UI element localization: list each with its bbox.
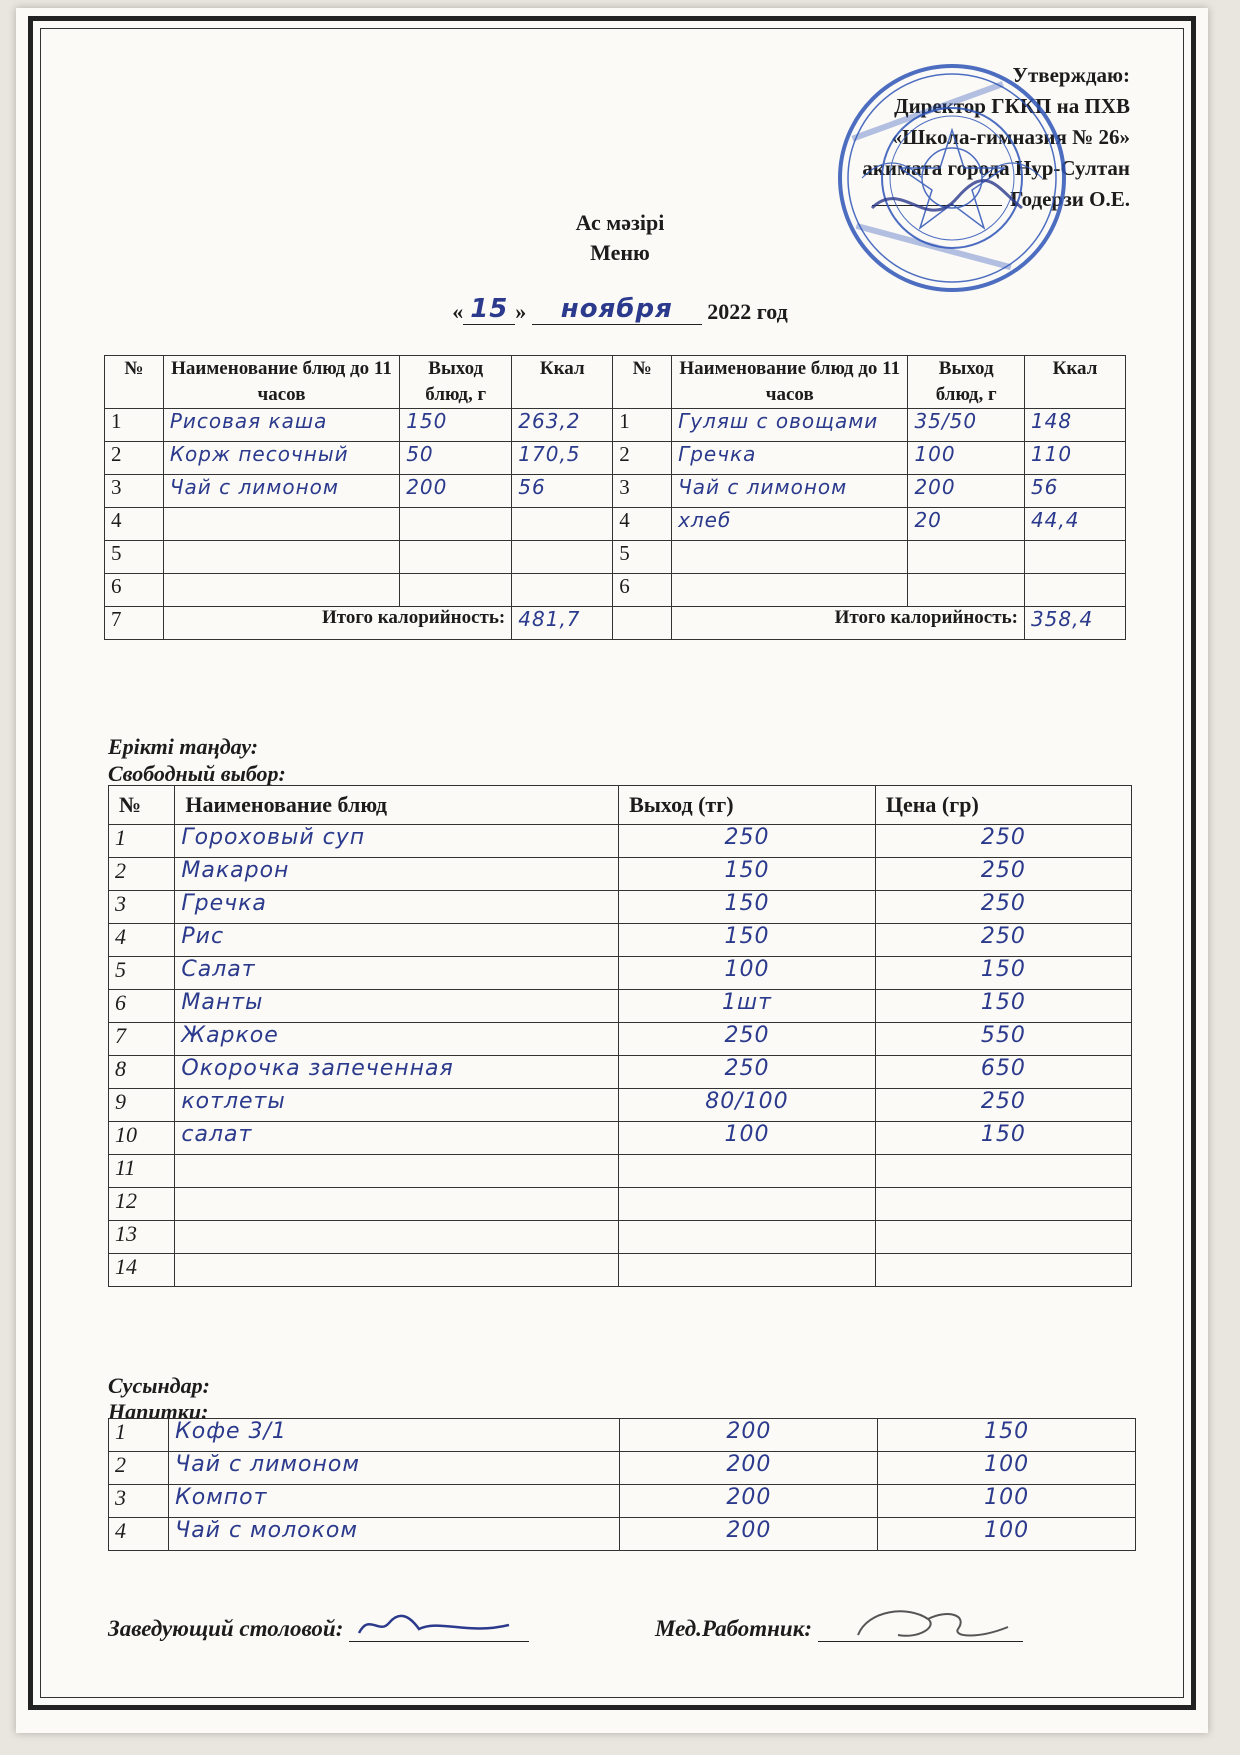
dish-yield: 250 <box>619 1056 876 1089</box>
col-num-2: № <box>613 356 672 409</box>
row-num: 10 <box>109 1122 175 1155</box>
dish-yield <box>619 1221 876 1254</box>
table-row <box>109 891 1132 924</box>
drinks-table <box>108 1418 1136 1551</box>
dish-name <box>175 1155 619 1188</box>
row-num: 12 <box>109 1188 175 1221</box>
row-num: 5 <box>109 957 175 990</box>
dish-name <box>163 541 399 574</box>
total-empty <box>613 607 672 640</box>
dish-yield: 1шт <box>619 990 876 1023</box>
dish-kcal: 148 <box>1024 409 1125 442</box>
row-num: 4 <box>105 508 164 541</box>
drink-name: Компот <box>169 1485 620 1518</box>
dish-name: Корж песочный <box>163 442 399 475</box>
col-num: № <box>105 356 164 409</box>
row-num: 1 <box>613 409 672 442</box>
drinks-label-kz: Сусындар: <box>108 1373 210 1398</box>
dish-yield: 250 <box>619 825 876 858</box>
row-num: 3 <box>109 1485 169 1518</box>
dish-yield <box>619 1188 876 1221</box>
dish-kcal <box>512 541 613 574</box>
dish-yield <box>619 1254 876 1287</box>
row-num: 6 <box>613 574 672 607</box>
dish-price: 150 <box>875 1122 1131 1155</box>
row-num: 3 <box>613 475 672 508</box>
table-row <box>105 475 1126 508</box>
table-row <box>109 1155 1132 1188</box>
row-num: 5 <box>105 541 164 574</box>
dish-yield: 250 <box>619 1023 876 1056</box>
col-kcal: Ккал <box>512 356 613 409</box>
col-price: Цена (гр) <box>875 786 1131 825</box>
dish-name <box>175 1254 619 1287</box>
col-num: № <box>109 786 175 825</box>
dish-name: хлеб <box>672 508 908 541</box>
dish-name: Гречка <box>175 891 619 924</box>
row-num: 2 <box>613 442 672 475</box>
medic-signature-field <box>655 1605 1023 1642</box>
dish-name: Окорочка запеченная <box>175 1056 619 1089</box>
dish-name: салат <box>175 1122 619 1155</box>
row-num: 1 <box>105 409 164 442</box>
dish-yield <box>400 574 512 607</box>
row-num: 1 <box>109 825 175 858</box>
row-num: 1 <box>109 1419 169 1452</box>
total-kcal-left: 481,7 <box>512 607 613 640</box>
dish-name: Гуляш с овощами <box>672 409 908 442</box>
approval-school: «Школа-гимназия № 26» <box>891 125 1130 149</box>
row-num: 8 <box>109 1056 175 1089</box>
table-row <box>109 1089 1132 1122</box>
medic-label: Мед.Работник: <box>655 1616 813 1641</box>
row-num: 13 <box>109 1221 175 1254</box>
row-num: 3 <box>109 891 175 924</box>
row-num: 4 <box>109 1518 169 1551</box>
table-row <box>105 409 1126 442</box>
col-yield: Выход (тг) <box>619 786 876 825</box>
dish-name: Гречка <box>672 442 908 475</box>
table-row <box>105 541 1126 574</box>
dish-kcal <box>1024 541 1125 574</box>
director-signature <box>872 180 1022 210</box>
dish-name: Чай с лимоном <box>163 475 399 508</box>
table-row <box>105 574 1126 607</box>
row-num: 2 <box>109 1452 169 1485</box>
manager-label: Заведующий столовой: <box>108 1616 344 1641</box>
table-row <box>109 990 1132 1023</box>
dish-yield: 150 <box>619 858 876 891</box>
table-row <box>109 1122 1132 1155</box>
date-month: ноября <box>560 294 673 324</box>
dish-kcal <box>512 574 613 607</box>
dish-yield: 80/100 <box>619 1089 876 1122</box>
total-label-right: Итого калорийность: <box>672 607 1025 640</box>
total-row-num: 7 <box>105 607 164 640</box>
dish-price: 550 <box>875 1023 1131 1056</box>
row-num: 7 <box>109 1023 175 1056</box>
approval-title: Утверждаю: <box>1012 63 1130 87</box>
date-close-quote: » <box>515 299 527 324</box>
dish-name <box>672 574 908 607</box>
col-dish-2: Наименование блюд до 11 часов <box>672 356 908 409</box>
table-row <box>109 825 1132 858</box>
dish-yield <box>908 541 1025 574</box>
row-num: 11 <box>109 1155 175 1188</box>
dish-name: Чай с лимоном <box>672 475 908 508</box>
table-row <box>109 1419 1136 1452</box>
free-choice-label-ru: Свободный выбор: <box>108 761 286 786</box>
dish-price: 150 <box>875 990 1131 1023</box>
dish-yield: 200 <box>908 475 1025 508</box>
drink-yield: 200 <box>620 1452 878 1485</box>
dish-name: Рисовая каша <box>163 409 399 442</box>
drink-price: 100 <box>878 1452 1136 1485</box>
dish-yield: 150 <box>619 891 876 924</box>
dish-yield <box>908 574 1025 607</box>
manager-signature <box>349 1605 519 1641</box>
drink-name: Чай с лимоном <box>169 1452 620 1485</box>
dish-kcal: 56 <box>512 475 613 508</box>
row-num: 5 <box>613 541 672 574</box>
drink-name: Кофе 3/1 <box>169 1419 620 1452</box>
dish-kcal: 170,5 <box>512 442 613 475</box>
dish-price: 250 <box>875 858 1131 891</box>
dish-name: Салат <box>175 957 619 990</box>
row-num: 3 <box>105 475 164 508</box>
table-row <box>109 957 1132 990</box>
menu-date <box>0 294 1240 325</box>
row-num: 6 <box>109 990 175 1023</box>
row-num: 2 <box>109 858 175 891</box>
total-label-left: Итого калорийность: <box>163 607 511 640</box>
dish-name: Рис <box>175 924 619 957</box>
dish-price: 250 <box>875 825 1131 858</box>
dish-yield: 100 <box>908 442 1025 475</box>
drink-yield: 200 <box>620 1518 878 1551</box>
row-num: 6 <box>105 574 164 607</box>
dish-kcal: 44,4 <box>1024 508 1125 541</box>
dish-price <box>875 1155 1131 1188</box>
row-num: 4 <box>109 924 175 957</box>
medic-signature <box>818 1605 1018 1645</box>
table-row <box>109 1221 1132 1254</box>
dish-name <box>175 1221 619 1254</box>
table-row <box>109 1023 1132 1056</box>
menu-table <box>104 355 1126 640</box>
title-russian: Меню <box>590 240 650 265</box>
dish-price: 250 <box>875 1089 1131 1122</box>
date-open-quote: « <box>452 299 464 324</box>
dish-price <box>875 1221 1131 1254</box>
table-row <box>109 1518 1136 1551</box>
row-num: 2 <box>105 442 164 475</box>
date-day: 15 <box>470 294 509 324</box>
dish-yield: 100 <box>619 1122 876 1155</box>
dish-yield <box>619 1155 876 1188</box>
drink-name: Чай с молоком <box>169 1518 620 1551</box>
dish-name: котлеты <box>175 1089 619 1122</box>
table-row <box>105 442 1126 475</box>
col-yield-2: Выход блюд, г <box>908 356 1025 409</box>
dish-price: 250 <box>875 891 1131 924</box>
free-choice-table <box>108 785 1132 1287</box>
dish-yield: 150 <box>619 924 876 957</box>
drink-price: 150 <box>878 1419 1136 1452</box>
menu-table-header <box>105 356 1126 409</box>
row-num: 4 <box>613 508 672 541</box>
free-choice-header <box>109 786 1132 825</box>
dish-yield <box>400 508 512 541</box>
col-kcal-2: Ккал <box>1024 356 1125 409</box>
row-num: 14 <box>109 1254 175 1287</box>
dish-kcal <box>512 508 613 541</box>
dish-name <box>163 508 399 541</box>
dish-name <box>672 541 908 574</box>
col-yield: Выход блюд, г <box>400 356 512 409</box>
dish-yield <box>400 541 512 574</box>
dish-kcal <box>1024 574 1125 607</box>
dish-name <box>175 1188 619 1221</box>
drink-yield: 200 <box>620 1485 878 1518</box>
dish-yield: 100 <box>619 957 876 990</box>
drink-price: 100 <box>878 1518 1136 1551</box>
table-row <box>109 1188 1132 1221</box>
table-row <box>109 924 1132 957</box>
table-row <box>109 1254 1132 1287</box>
approval-position: Директор ГККП на ПХВ <box>894 94 1130 118</box>
col-dish: Наименование блюд до 11 часов <box>163 356 399 409</box>
table-row <box>105 508 1126 541</box>
manager-signature-field <box>108 1605 529 1642</box>
dish-price <box>875 1188 1131 1221</box>
dish-name: Манты <box>175 990 619 1023</box>
free-choice-label-kz: Ерікті таңдау: <box>108 734 259 759</box>
dish-name <box>163 574 399 607</box>
dish-name: Макарон <box>175 858 619 891</box>
total-kcal-right: 358,4 <box>1024 607 1125 640</box>
dish-kcal: 110 <box>1024 442 1125 475</box>
row-num: 9 <box>109 1089 175 1122</box>
approval-akimat: акимата города Нур-Султан <box>862 156 1130 180</box>
dish-kcal: 56 <box>1024 475 1125 508</box>
dish-price: 650 <box>875 1056 1131 1089</box>
dish-name: Жаркое <box>175 1023 619 1056</box>
table-row <box>109 1485 1136 1518</box>
table-row <box>109 1056 1132 1089</box>
dish-price <box>875 1254 1131 1287</box>
drink-yield: 200 <box>620 1419 878 1452</box>
dish-name: Гороховый суп <box>175 825 619 858</box>
dish-yield: 200 <box>400 475 512 508</box>
dish-yield: 20 <box>908 508 1025 541</box>
drink-price: 100 <box>878 1485 1136 1518</box>
dish-yield: 150 <box>400 409 512 442</box>
drinks-label-ru: Напитки: <box>108 1399 209 1424</box>
dish-kcal: 263,2 <box>512 409 613 442</box>
dish-price: 150 <box>875 957 1131 990</box>
table-row <box>109 858 1132 891</box>
dish-price: 250 <box>875 924 1131 957</box>
approval-director-name: Годерзи О.Е. <box>1010 187 1130 211</box>
table-row <box>109 1452 1136 1485</box>
dish-yield: 35/50 <box>908 409 1025 442</box>
col-dish: Наименование блюд <box>175 786 619 825</box>
dish-yield: 50 <box>400 442 512 475</box>
total-row <box>105 607 1126 640</box>
title-kazakh: Ас мәзірі <box>575 210 665 235</box>
date-year: 2022 год <box>707 299 788 324</box>
